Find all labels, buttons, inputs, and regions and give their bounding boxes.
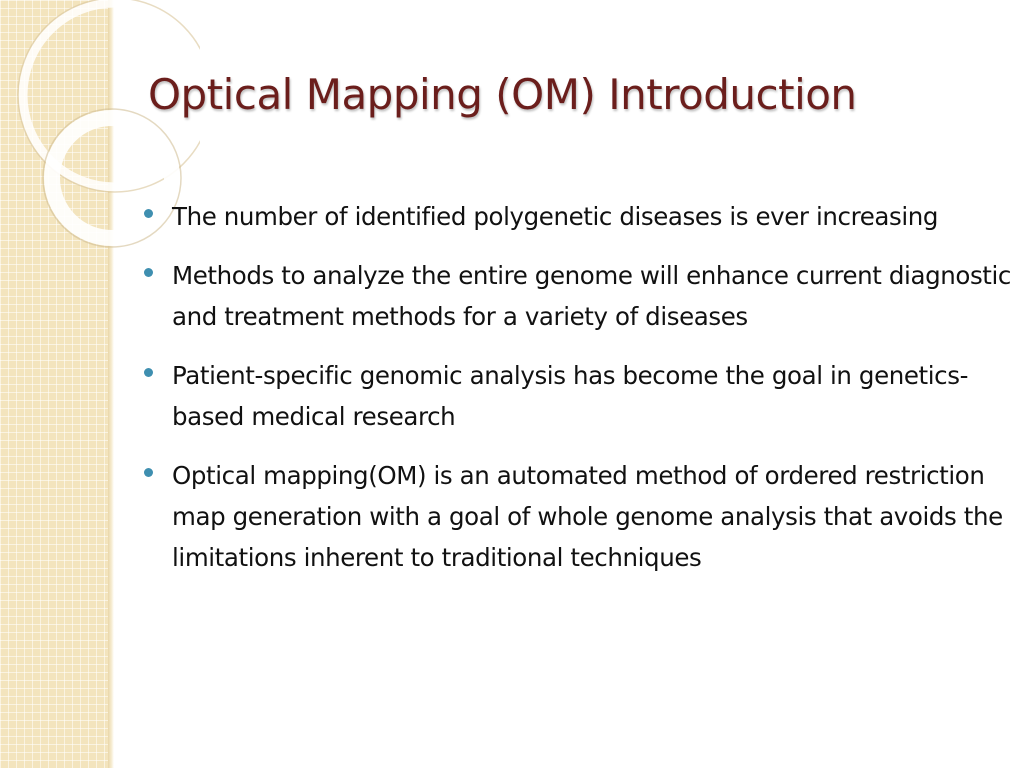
bullet-item: [140, 196, 1012, 237]
bullet-text: The number of identified polygenetic diseases is ever increasing: [172, 202, 939, 231]
bullet-dot-icon: [144, 368, 153, 377]
bullet-list: [140, 196, 1012, 596]
bullet-item: [140, 355, 1012, 437]
bullet-dot-icon: [144, 209, 153, 218]
bullet-item: [140, 255, 1012, 337]
bullet-dot-icon: [144, 268, 153, 277]
slide-title: Optical Mapping (OM) Introduction: [148, 70, 857, 119]
bullet-text: Patient-specific genomic analysis has become the goal in genetics-based medical research: [172, 361, 969, 431]
bullet-text: Optical mapping(OM) is an automated method of ordered restriction map generation with a goal of whole genome analysis that avoids the limitations inherent to traditional techniques: [172, 461, 1003, 572]
bullet-text: Methods to analyze the entire genome will enhance current diagnostic and treatment methods for a variety of diseases: [172, 261, 1011, 331]
bullet-item: [140, 455, 1012, 578]
bullet-dot-icon: [144, 468, 153, 477]
